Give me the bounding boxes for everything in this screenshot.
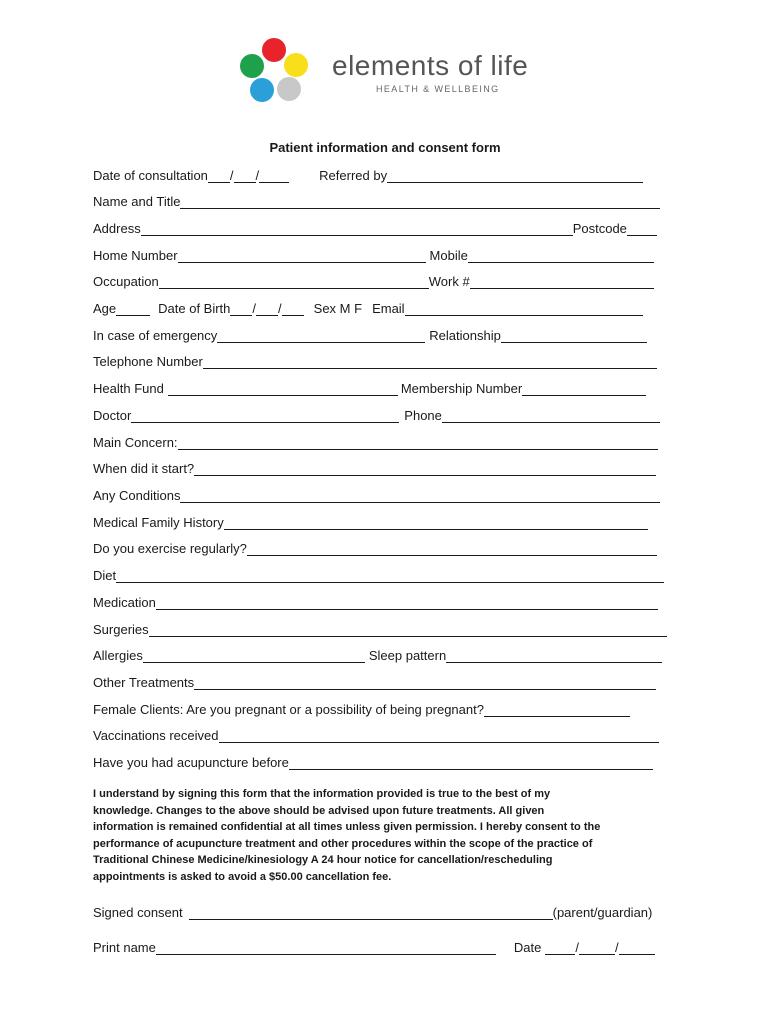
main-concern-label: Main Concern: bbox=[93, 435, 178, 450]
consent-line: appointments is asked to avoid a $50.00 cancellation fee. bbox=[93, 870, 392, 883]
relationship-label: Relationship bbox=[429, 328, 501, 343]
row-name bbox=[93, 191, 660, 209]
medication-field[interactable] bbox=[156, 596, 658, 610]
row-print-name bbox=[93, 937, 655, 955]
acupuncture-before-field[interactable] bbox=[289, 756, 653, 770]
occupation-field[interactable] bbox=[159, 275, 429, 289]
logo bbox=[236, 36, 536, 106]
allergies-field[interactable] bbox=[143, 649, 365, 663]
row-family-history bbox=[93, 512, 648, 530]
date-separator: / bbox=[229, 168, 234, 183]
phone-field[interactable] bbox=[442, 409, 660, 423]
address-field[interactable] bbox=[141, 222, 573, 236]
date-separator: / bbox=[278, 301, 282, 316]
vaccinations-label: Vaccinations received bbox=[93, 728, 219, 743]
email-label: Email bbox=[372, 301, 405, 316]
row-telephone bbox=[93, 351, 657, 369]
row-allergies bbox=[93, 645, 662, 663]
date-of-birth-label: Date of Birth bbox=[158, 301, 231, 316]
exercise-field[interactable] bbox=[247, 542, 657, 556]
address-label: Address bbox=[93, 221, 141, 236]
logo-dot-yellow bbox=[284, 53, 308, 77]
consult-year-field[interactable] bbox=[259, 169, 289, 183]
row-doctor bbox=[93, 405, 660, 423]
row-exercise bbox=[93, 538, 657, 556]
any-conditions-field[interactable] bbox=[180, 489, 660, 503]
date-separator: / bbox=[255, 168, 260, 183]
medical-family-history-label: Medical Family History bbox=[93, 515, 224, 530]
other-treatments-field[interactable] bbox=[194, 676, 656, 690]
signature-field[interactable] bbox=[189, 906, 553, 920]
consent-paragraph bbox=[93, 786, 683, 886]
consult-month-field[interactable] bbox=[234, 169, 256, 183]
name-title-label: Name and Title bbox=[93, 194, 181, 209]
date-separator: / bbox=[575, 940, 579, 955]
female-clients-field[interactable] bbox=[484, 703, 630, 717]
mobile-field[interactable] bbox=[468, 249, 654, 263]
work-field[interactable] bbox=[470, 275, 654, 289]
consent-line: I understand by signing this form that the information provided is true to the best of my bbox=[93, 788, 551, 800]
dob-year-field[interactable] bbox=[282, 302, 304, 316]
dob-day-field[interactable] bbox=[230, 302, 252, 316]
dob-month-field[interactable] bbox=[256, 302, 278, 316]
logo-tagline: HEALTH & WELLBEING bbox=[376, 84, 500, 94]
sleep-pattern-label: Sleep pattern bbox=[368, 648, 447, 663]
other-treatments-label: Other Treatments bbox=[93, 675, 195, 690]
occupation-label: Occupation bbox=[93, 274, 159, 289]
row-vaccinations bbox=[93, 725, 659, 743]
consent-line: information is remained confidential at all times unless given permission. I hereby consent to the bbox=[93, 821, 601, 834]
parent-guardian-label: (parent/guardian) bbox=[552, 905, 653, 920]
home-number-field[interactable] bbox=[178, 249, 426, 263]
logo-dot-green bbox=[240, 54, 264, 78]
referred-by-label: Referred by bbox=[319, 168, 388, 183]
row-main-concern bbox=[93, 432, 658, 450]
health-fund-field[interactable] bbox=[168, 382, 398, 396]
print-name-field[interactable] bbox=[156, 941, 496, 955]
surgeries-field[interactable] bbox=[149, 623, 667, 637]
row-address bbox=[93, 218, 657, 236]
phone-label: Phone bbox=[404, 408, 442, 423]
health-fund-label: Health Fund bbox=[93, 381, 164, 396]
vaccinations-field[interactable] bbox=[219, 729, 659, 743]
logo-dot-blue bbox=[250, 78, 274, 102]
row-emergency bbox=[93, 325, 647, 343]
home-number-label: Home Number bbox=[93, 248, 178, 263]
print-name-label: Print name bbox=[93, 940, 156, 955]
age-field[interactable] bbox=[116, 302, 150, 316]
membership-number-label: Membership Number bbox=[400, 381, 523, 396]
row-when-start bbox=[93, 458, 656, 476]
membership-number-field[interactable] bbox=[522, 382, 646, 396]
telephone-number-field[interactable] bbox=[203, 355, 657, 369]
row-signed-consent bbox=[93, 902, 652, 920]
emergency-field[interactable] bbox=[217, 329, 425, 343]
email-field[interactable] bbox=[405, 302, 643, 316]
row-surgeries bbox=[93, 619, 667, 637]
postcode-field[interactable] bbox=[627, 222, 657, 236]
sex-label[interactable]: Sex M F bbox=[313, 301, 363, 316]
sign-month-field[interactable] bbox=[579, 941, 615, 955]
mobile-label: Mobile bbox=[429, 248, 468, 263]
date-separator: / bbox=[614, 940, 619, 955]
row-conditions bbox=[93, 485, 660, 503]
main-concern-field[interactable] bbox=[178, 436, 658, 450]
row-consultation bbox=[93, 165, 643, 183]
row-age bbox=[93, 298, 643, 316]
sign-year-field[interactable] bbox=[619, 941, 655, 955]
when-start-label: When did it start? bbox=[93, 461, 195, 476]
row-occupation bbox=[93, 271, 654, 289]
row-female-clients bbox=[93, 699, 630, 717]
age-label: Age bbox=[93, 301, 117, 316]
emergency-label: In case of emergency bbox=[93, 328, 218, 343]
doctor-field[interactable] bbox=[131, 409, 399, 423]
sign-day-field[interactable] bbox=[545, 941, 575, 955]
date-separator: / bbox=[252, 301, 257, 316]
logo-name: elements of life bbox=[332, 50, 529, 81]
acupuncture-before-label: Have you had acupuncture before bbox=[93, 755, 289, 770]
consent-line: knowledge. Changes to the above should be advised upon future treatments. All given bbox=[93, 804, 545, 817]
date-of-consultation-label: Date of consultation bbox=[93, 168, 208, 183]
exercise-label: Do you exercise regularly? bbox=[93, 541, 247, 556]
telephone-number-label: Telephone Number bbox=[93, 354, 203, 369]
any-conditions-label: Any Conditions bbox=[93, 488, 181, 503]
work-label: Work # bbox=[428, 274, 470, 289]
postcode-label: Postcode bbox=[572, 221, 627, 236]
form-title: Patient information and consent form bbox=[269, 140, 501, 155]
name-title-field[interactable] bbox=[180, 195, 660, 209]
row-acupuncture bbox=[93, 752, 653, 770]
referred-by-field[interactable] bbox=[387, 169, 643, 183]
consent-line: performance of acupuncture treatment and other procedures within the scope of the practice of bbox=[93, 837, 593, 850]
when-start-field[interactable] bbox=[194, 462, 656, 476]
signed-consent-label: Signed consent bbox=[93, 905, 183, 920]
logo-dot-grey bbox=[277, 77, 301, 101]
female-clients-label: Female Clients: Are you pregnant or a possibility of being pregnant? bbox=[93, 702, 484, 717]
logo-dot-red bbox=[262, 38, 286, 62]
diet-field[interactable] bbox=[116, 569, 664, 583]
medical-family-history-field[interactable] bbox=[224, 516, 648, 530]
surgeries-label: Surgeries bbox=[93, 622, 149, 637]
row-health-fund bbox=[93, 378, 646, 396]
row-other-treatments bbox=[93, 672, 656, 690]
allergies-label: Allergies bbox=[93, 648, 143, 663]
row-home-number bbox=[93, 245, 654, 263]
sleep-pattern-field[interactable] bbox=[446, 649, 662, 663]
date-label: Date bbox=[513, 940, 542, 955]
consult-day-field[interactable] bbox=[208, 169, 230, 183]
row-diet bbox=[93, 565, 664, 583]
row-medication bbox=[93, 592, 658, 610]
diet-label: Diet bbox=[93, 568, 117, 583]
medication-label: Medication bbox=[93, 595, 156, 610]
doctor-label: Doctor bbox=[93, 408, 132, 423]
consent-line: Traditional Chinese Medicine/kinesiology A 24 hour notice for cancellation/rescheduling bbox=[93, 854, 553, 867]
relationship-field[interactable] bbox=[501, 329, 647, 343]
